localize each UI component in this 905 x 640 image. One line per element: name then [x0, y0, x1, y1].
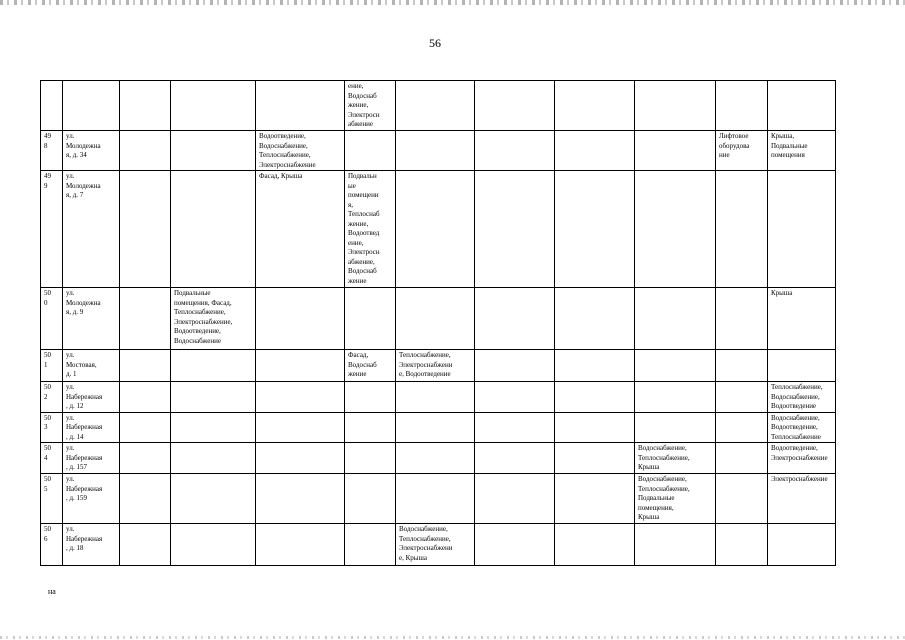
table-row	[41, 382, 836, 413]
table-cell	[635, 288, 716, 350]
table-cell	[345, 288, 396, 350]
table-cell: Водоотведение, Водоснабжение, Теплоснабжение, Электроснабжение	[256, 131, 345, 171]
table-cell	[716, 288, 768, 350]
address-cell: ул. Набережная , д. 159	[63, 474, 120, 524]
table-cell	[768, 171, 836, 288]
table-cell	[716, 474, 768, 524]
table-cell: Крыша, Подвальные помещения	[768, 131, 836, 171]
address-cell: ул. Набережная , д. 14	[63, 412, 120, 443]
table-cell	[345, 443, 396, 474]
table-cell	[396, 81, 475, 131]
table-cell	[256, 524, 345, 566]
table-cell: ение, Водоснаб жение, Электросн абжение	[345, 81, 396, 131]
table-cell: Водоснабжение, Теплоснабжение, Подвальные помещения, Крыша	[635, 474, 716, 524]
table-cell	[396, 131, 475, 171]
table-cell: Крыша	[768, 288, 836, 350]
row-number: 50 6	[41, 524, 63, 566]
table-cell	[171, 382, 256, 413]
table-cell	[120, 171, 171, 288]
table-cell	[396, 171, 475, 288]
table-cell: Подвальные помещения, Фасад, Теплоснабжение, Электроснабжение, Водоотведение, Водоснабжение	[171, 288, 256, 350]
table-row	[41, 524, 836, 566]
table-cell: Водоснабжение, Теплоснабжение, Крыша	[635, 443, 716, 474]
table-cell	[716, 350, 768, 382]
address-cell: ул. Набережная , д. 18	[63, 524, 120, 566]
table-cell: Теплоснабжение, Водоснабжение, Водоотведение	[768, 382, 836, 413]
table-cell	[256, 350, 345, 382]
table-cell	[555, 350, 635, 382]
table-cell: Электроснабжение	[768, 474, 836, 524]
scan-edge-top	[0, 0, 905, 5]
row-number: 49 9	[41, 171, 63, 288]
table-cell	[555, 474, 635, 524]
table-cell	[555, 524, 635, 566]
table-cell	[635, 382, 716, 413]
table-cell	[120, 131, 171, 171]
table-cell	[120, 474, 171, 524]
table-cell	[171, 412, 256, 443]
repair-schedule-table	[40, 80, 836, 566]
row-number: 49 8	[41, 131, 63, 171]
table-cell	[555, 131, 635, 171]
table-cell	[171, 443, 256, 474]
table-cell	[555, 443, 635, 474]
table-cell	[555, 382, 635, 413]
address-cell: ул. Молодежна я, д. 7	[63, 171, 120, 288]
table-cell	[171, 171, 256, 288]
page-number: 56	[429, 36, 441, 50]
table-cell	[120, 524, 171, 566]
table-cell: Водоснабжение, Водоотведение, Теплоснабжение	[768, 412, 836, 443]
table-cell	[171, 81, 256, 131]
table-cell	[396, 412, 475, 443]
table-cell	[120, 443, 171, 474]
row-number: 50 0	[41, 288, 63, 350]
table-cell	[555, 81, 635, 131]
table-row	[41, 350, 836, 382]
table-cell	[171, 350, 256, 382]
table-cell	[555, 288, 635, 350]
table-cell	[256, 412, 345, 443]
table-row	[41, 288, 836, 350]
table-row	[41, 131, 836, 171]
table-cell: Водоснабжение, Теплоснабжение, Электроснабжени е, Крыша	[396, 524, 475, 566]
row-number: 50 2	[41, 382, 63, 413]
table-cell	[120, 350, 171, 382]
address-cell: ул. Молодежна я, д. 34	[63, 131, 120, 171]
table-cell	[555, 412, 635, 443]
table-cell	[716, 81, 768, 131]
table-cell	[396, 443, 475, 474]
table-cell	[256, 382, 345, 413]
table-cell	[345, 382, 396, 413]
table-cell	[635, 171, 716, 288]
address-cell	[63, 81, 120, 131]
footer-mark: на	[48, 587, 56, 596]
table-cell	[120, 81, 171, 131]
table-cell	[768, 524, 836, 566]
table-cell	[475, 131, 555, 171]
table-row	[41, 81, 836, 131]
table-cell	[475, 81, 555, 131]
table-cell	[475, 288, 555, 350]
row-number: 50 1	[41, 350, 63, 382]
table-cell	[256, 474, 345, 524]
table-cell: Подвальн ые помещени я, Теплоснаб жение, Водоотвед ение, Электросн абжение, Водоснаб жение	[345, 171, 396, 288]
table-cell: Фасад, Водоснаб жение	[345, 350, 396, 382]
table-cell	[396, 288, 475, 350]
table-cell	[475, 443, 555, 474]
row-number: 50 3	[41, 412, 63, 443]
table-cell	[716, 524, 768, 566]
table-cell	[716, 412, 768, 443]
table-cell: Лифтовое оборудова ние	[716, 131, 768, 171]
table-cell	[716, 382, 768, 413]
row-number: 50 4	[41, 443, 63, 474]
table-cell	[120, 412, 171, 443]
table-cell	[345, 524, 396, 566]
table-cell	[475, 350, 555, 382]
table-row	[41, 474, 836, 524]
table-cell	[171, 474, 256, 524]
address-cell: ул. Набережная , д. 157	[63, 443, 120, 474]
table-row	[41, 412, 836, 443]
table-cell	[256, 288, 345, 350]
table-row	[41, 443, 836, 474]
table-cell	[475, 382, 555, 413]
row-number: 50 5	[41, 474, 63, 524]
row-number	[41, 81, 63, 131]
table-cell	[256, 81, 345, 131]
table-cell	[555, 171, 635, 288]
address-cell: ул. Набережная , д. 12	[63, 382, 120, 413]
table-cell: Фасад, Крыша	[256, 171, 345, 288]
table-cell	[716, 171, 768, 288]
table-cell	[345, 412, 396, 443]
table-cell	[256, 443, 345, 474]
table-cell	[635, 131, 716, 171]
table-cell	[120, 382, 171, 413]
table-cell	[716, 443, 768, 474]
table-cell	[120, 288, 171, 350]
table-cell	[475, 412, 555, 443]
table-cell	[475, 524, 555, 566]
scan-edge-bottom	[0, 636, 905, 639]
table-cell	[475, 171, 555, 288]
table-cell	[475, 474, 555, 524]
table-row	[41, 171, 836, 288]
address-cell: ул. Мостовая, д. 1	[63, 350, 120, 382]
table-cell	[345, 474, 396, 524]
table-cell: Теплоснабжение, Электроснабжени е, Водоотведение	[396, 350, 475, 382]
table-cell	[635, 524, 716, 566]
table-cell	[171, 131, 256, 171]
address-cell: ул. Молодежна я, д. 9	[63, 288, 120, 350]
table-cell	[768, 350, 836, 382]
table-cell	[635, 412, 716, 443]
table-cell	[635, 81, 716, 131]
table-cell	[396, 382, 475, 413]
table-cell	[171, 524, 256, 566]
table-cell	[635, 350, 716, 382]
table-cell: Водоотведение, Электроснабжение	[768, 443, 836, 474]
table-cell	[345, 131, 396, 171]
table-cell	[768, 81, 836, 131]
table-cell	[396, 474, 475, 524]
